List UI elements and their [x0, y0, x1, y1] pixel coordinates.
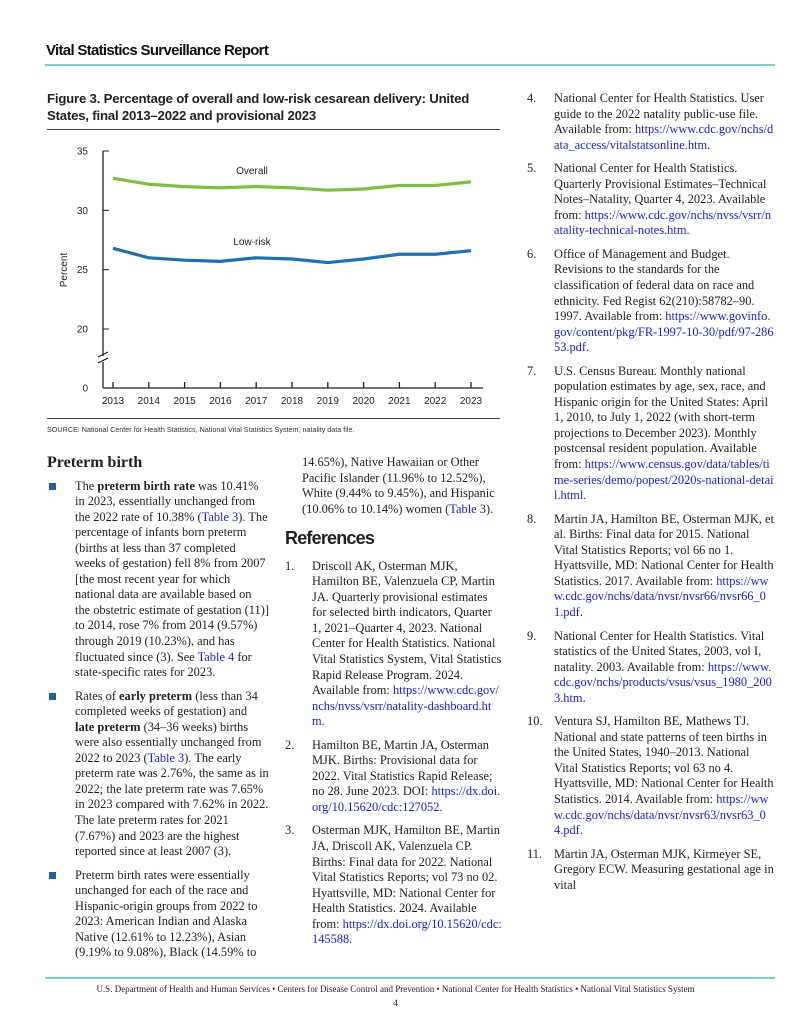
series-line-low-risk — [113, 248, 471, 262]
reference-number: 4. — [527, 91, 537, 105]
references-heading: References — [285, 528, 375, 549]
x-tick-label: 2019 — [316, 396, 339, 407]
text-span: Martin JA, Osterman MJK, Kirmeyer SE, Gregory ECW. Measuring gestational age in vital — [554, 846, 774, 892]
reference-item — [285, 738, 502, 816]
text-span: . — [586, 340, 590, 355]
text-span: ). The early preterm rate was 2.76%, the same as in 2022; the late preterm rate was 7.65% in 2023 compared with 7.62% in 2022. The late preterm rates for 2021 (7.67%) and 2023 are the highest reported since at least 2007 (3). — [75, 750, 269, 859]
section-heading-preterm: Preterm birth — [47, 454, 143, 471]
reference-number: 11. — [527, 846, 543, 861]
figure-source: SOURCE: National Center for Health Statistics, National Vital Statistics System, natality data file. — [47, 425, 355, 434]
text-span: Preterm birth rates were essentially unchanged for each of the race and Hispanic-origin groups from 2022 to 2023: American Indian and Alaska Native (12.61% to 12.23%), Asian (9.19% to 9.08%), Black (14.59% to — [75, 867, 258, 960]
chart-container — [47, 129, 500, 419]
series-label: Overall — [236, 165, 268, 177]
text-span: . — [349, 932, 353, 947]
bullet-item — [47, 689, 269, 860]
square-bullet-icon — [49, 872, 56, 879]
reference-item — [527, 629, 775, 707]
figure-title: Figure 3. Percentage of overall and low-risk cesarean delivery: United States, final 2013–2022 and provisional 2023 — [47, 91, 470, 123]
x-tick-label: 2013 — [101, 396, 125, 407]
text-span: (34–36 weeks) births were also essentially unchanged from 2022 to 2023 ( — [75, 719, 262, 765]
reference-number: 10. — [527, 714, 543, 729]
x-tick-label: 2023 — [459, 396, 483, 407]
series-label: Low-risk — [233, 236, 271, 248]
y-tick-label: 35 — [76, 146, 88, 158]
text-span: . — [582, 690, 586, 705]
reference-item — [527, 714, 775, 838]
y-axis-label: Percent — [59, 252, 70, 288]
link[interactable]: https://www.census.gov/data/tables/time-series/demo/popest/2020s-national-detail.html — [554, 457, 774, 503]
x-tick-label: 2015 — [173, 396, 196, 407]
link[interactable]: https://www.cdc.gov/nchs/data/nvsr/nvsr63/nvsr63_04.pdf — [554, 791, 769, 838]
preterm-bullets — [47, 479, 269, 961]
link[interactable]: https://dx.doi.org/10.15620/cdc:145588 — [312, 916, 502, 947]
reference-number: 2. — [285, 737, 295, 752]
text-span: Hamilton BE, Martin JA, Osterman MJK. Births: Provisional data for 2022. Vital Statistics Rapid Release; no 28. June 2023. DOI: — [312, 737, 493, 799]
footer-divider — [45, 977, 775, 979]
bullet-item — [47, 479, 269, 681]
link[interactable]: https://www.cdc.gov/nchs/data/nvsr/nvsr66/nvsr66_01.pdf — [554, 573, 769, 619]
page-number: 4 — [393, 999, 398, 1009]
references-list-1 — [285, 559, 502, 948]
link[interactable]: https://www.cdc.gov/nchs/nvss/vsrr/natality-dashboard.htm — [312, 683, 499, 729]
references-list-2 — [527, 91, 775, 893]
y-tick-label: 20 — [76, 324, 88, 336]
text-span: ). — [485, 501, 494, 516]
reference-number: 3. — [285, 823, 295, 838]
line-chart — [47, 130, 500, 416]
link[interactable]: https://www.cdc.gov/nchs/nvss/vsrr/natality-technical-notes.htm — [554, 207, 772, 238]
square-bullet-icon — [49, 483, 56, 490]
text-span: National Center for Health Statistics. User guide to the 2022 natality public-use file. Available from: — [554, 91, 764, 137]
text-span: . — [686, 223, 690, 238]
header-divider — [45, 64, 775, 66]
reference-number: 6. — [527, 246, 537, 261]
text-span: Osterman MJK, Hamilton BE, Martin JA, Driscoll AK, Valenzuela CP. Births: Final data for 2022. National Vital Statistics Reports; vol 73 no 02. Hyattsville, MD: National Center for Health Statistics. 2024. Available from: — [312, 823, 500, 931]
reference-number: 7. — [527, 363, 537, 378]
x-tick-label: 2017 — [245, 396, 268, 407]
link[interactable]: Table 4 — [197, 649, 235, 664]
text-span: . — [707, 137, 711, 152]
text-span: National Center for Health Statistics. Quarterly Provisional Estimates–Technical Notes–Natality, Quarter 4, 2023. Available from: — [554, 161, 767, 222]
reference-item — [527, 512, 775, 621]
text-span: . — [583, 488, 587, 503]
link[interactable]: Table 3 — [449, 501, 486, 516]
series-line-overall — [113, 178, 471, 190]
x-tick-label: 2014 — [137, 396, 160, 407]
x-tick-label: 2020 — [352, 396, 375, 407]
text-span: 14.65%), Native Hawaiian or Other Pacific Islander (11.96% to 12.52%), White (9.44% to 9.45%), and Hispanic (10.06% to 10.14%) women ( — [302, 455, 495, 516]
reference-item — [527, 91, 775, 153]
link[interactable]: https://dx.doi.org/10.15620/cdc:127052 — [312, 784, 501, 814]
text-span: Martin JA, Hamilton BE, Osterman MJK, et al. Births: Final data for 2015. National Vital Statistics Reports; vol 66 no 1. Hyattsville, MD: National Center for Health Statistics. 2017. Available from: — [554, 511, 774, 588]
link[interactable]: https://www.govinfo.gov/content/pkg/FR-1997-10-30/pdf/97-28653.pdf — [554, 309, 774, 355]
x-tick-label: 2021 — [388, 396, 411, 407]
text-span: . — [579, 604, 583, 619]
text-span: . — [579, 823, 583, 838]
y-tick-label: 0 — [82, 383, 88, 395]
text-span: Ventura SJ, Hamilton BE, Mathews TJ. National and state patterns of teen births in the United States, 1940–2013. National Vital Statistics Reports; vol 63 no 4. Hyattsville, MD: National Center for Health Statistics. 2014. Available from: — [554, 714, 774, 806]
right-column — [527, 91, 775, 901]
reference-item — [527, 161, 775, 239]
reference-number: 8. — [527, 511, 537, 526]
text-span: was 10.41% in 2023, essentially unchanged from the 2022 rate of 10.38% ( — [75, 478, 259, 524]
x-tick-label: 2016 — [209, 396, 232, 407]
text-span: Office of Management and Budget. Revisions to the standards for the classification of federal data on race and ethnicity. Fed Regist 62(210):58782–90. 1997. Available from: — [554, 246, 755, 324]
report-header-title: Vital Statistics Surveillance Report — [46, 42, 269, 59]
x-tick-label: 2018 — [280, 396, 304, 407]
text-span: . — [439, 799, 443, 814]
y-tick-label: 25 — [76, 265, 88, 277]
bold-term: late preterm — [75, 719, 141, 734]
text-span: The — [75, 478, 98, 493]
footer-text: U.S. Department of Health and Human Services • Centers for Disease Control and Prevention • National Center for Health Statistics • National Vital Statistics System — [96, 984, 695, 994]
reference-number: 9. — [527, 628, 537, 643]
middle-column — [285, 455, 502, 956]
square-bullet-icon — [49, 693, 56, 700]
text-span: Driscoll AK, Osterman MJK, Hamilton BE, Valenzuela CP, Martin JA. Quarterly provisional estimates for selected birth indicators, Quarter 1, 2021–Quarter 4, 2023. National Center for Health Statistics. National Vital Statistics System, Vital Statistics Rapid Release Program. 2024. Available from: — [312, 558, 502, 698]
reference-item — [527, 364, 775, 504]
text-span: Rates of — [75, 688, 120, 703]
link[interactable]: Table 3 — [201, 509, 239, 524]
reference-item — [285, 559, 502, 730]
link[interactable]: Table 3 — [147, 750, 185, 765]
reference-item — [285, 823, 502, 947]
text-span: U.S. Census Bureau. Monthly national population estimates by age, sex, race, and Hispanic origin for the United States: April 1, 2010, to July 1, 2022 (with short-term projections to December 2023). Monthly postcensal resident population. Available from: — [554, 363, 769, 472]
x-tick-label: 2022 — [424, 396, 447, 407]
reference-item — [527, 247, 775, 356]
text-span: ). The percentage of infants born preterm (births at less than 37 completed weeks of gestation) fell 8% from 2007 [the most recent year for which national data are available based on the obstetric estimate of gestation (11)] to 2014, rose 7% from 2014 (9.57%) through 2019 (10.23%), and has fluctuated since (3). See — [75, 509, 269, 664]
link[interactable]: https://www.cdc.gov/nchs/data_access/vitalstatsonline.htm — [554, 122, 774, 152]
bold-term: early preterm — [119, 688, 193, 703]
text-span: National Center for Health Statistics. Vital statistics of the United States, 2003, vol I, natality. 2003. Available from: — [554, 628, 765, 674]
reference-item — [527, 847, 775, 894]
bullet-continuation — [302, 455, 502, 517]
left-column — [47, 455, 269, 969]
reference-number: 1. — [285, 558, 295, 573]
link[interactable]: https://www.cdc.gov/nchs/products/vsus/vsus_1980_2003.htm — [554, 659, 772, 705]
text-span: for state-specific rates for 2023. — [75, 649, 252, 680]
bold-term: preterm birth rate — [97, 478, 195, 493]
bullet-item — [47, 868, 269, 961]
reference-number: 5. — [527, 161, 537, 176]
text-span: (less than 34 completed weeks of gestation) and — [75, 688, 258, 719]
y-tick-label: 30 — [76, 205, 88, 217]
text-span: . — [321, 714, 325, 729]
